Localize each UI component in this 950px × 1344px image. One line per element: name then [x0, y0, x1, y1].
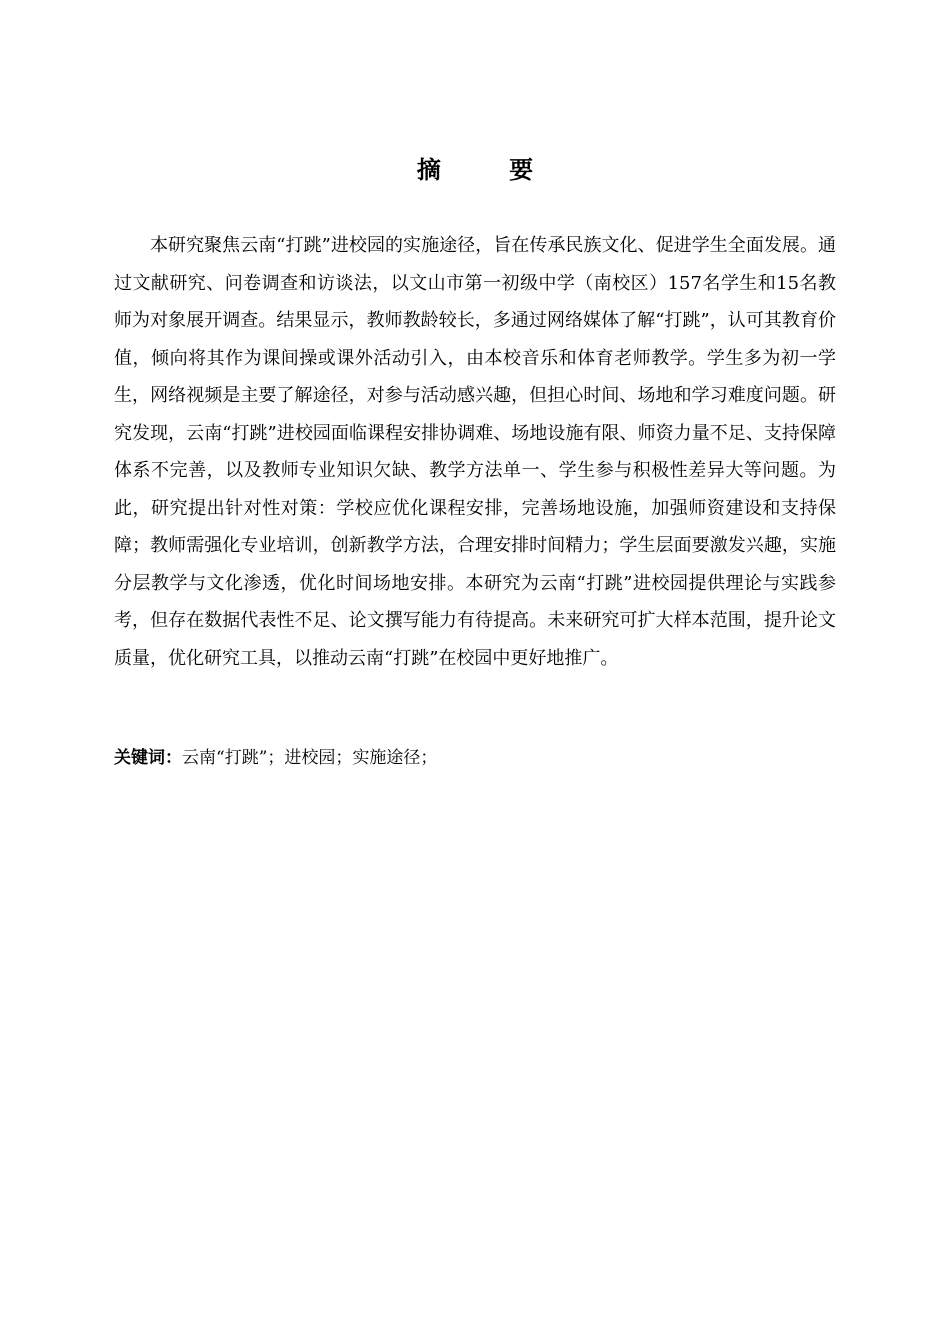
keywords-text: 云南“打跳”；进校园；实施途径； — [182, 748, 438, 768]
page-title: 摘 要 — [416, 156, 564, 184]
abstract-paragraph: 本研究聚焦云南“打跳”进校园的实施途径，旨在传承民族文化、促进学生全面发展。通过文献研究、问卷调查和访谈法，以文山市第一初级中学（南校区）157名学生和15名教师为对象展开调查。结果显示，教师教龄较长，多通过网络媒体了解“打跳”，认可其教育价值，倾向将其作为课间操或课外活动引入，由本校音乐和体育老师教学。学生多为初一学生，网络视频是主要了解途径，对参与活动感兴趣，但担心时间、场地和学习难度问题。研究发现，云南“打跳”进校园面临课程安排协调难、场地设施有限、师资力量不足、支持保障体系不完善，以及教师专业知识欠缺、教学方法单一、学生参与积极性差异大等问题。为此，研究提出针对性对策：学校应优化课程安排，完善场地设施，加强师资建设和支持保障；教师需强化专业培训，创新教学方法，合理安排时间精力；学生层面要激发兴趣，实施分层教学与文化渗透，优化时间场地安排。本研究为云南“打跳”进校园提供理论与实践参考，但存在数据代表性不足、论文撰写能力有待提高。未来研究可扩大样本范围，提升论文质量，优化研究工具，以推动云南“打跳”在校园中更好地推广。 — [114, 235, 836, 669]
keywords-line — [114, 740, 836, 776]
keywords-label: 关键词： — [114, 748, 182, 768]
